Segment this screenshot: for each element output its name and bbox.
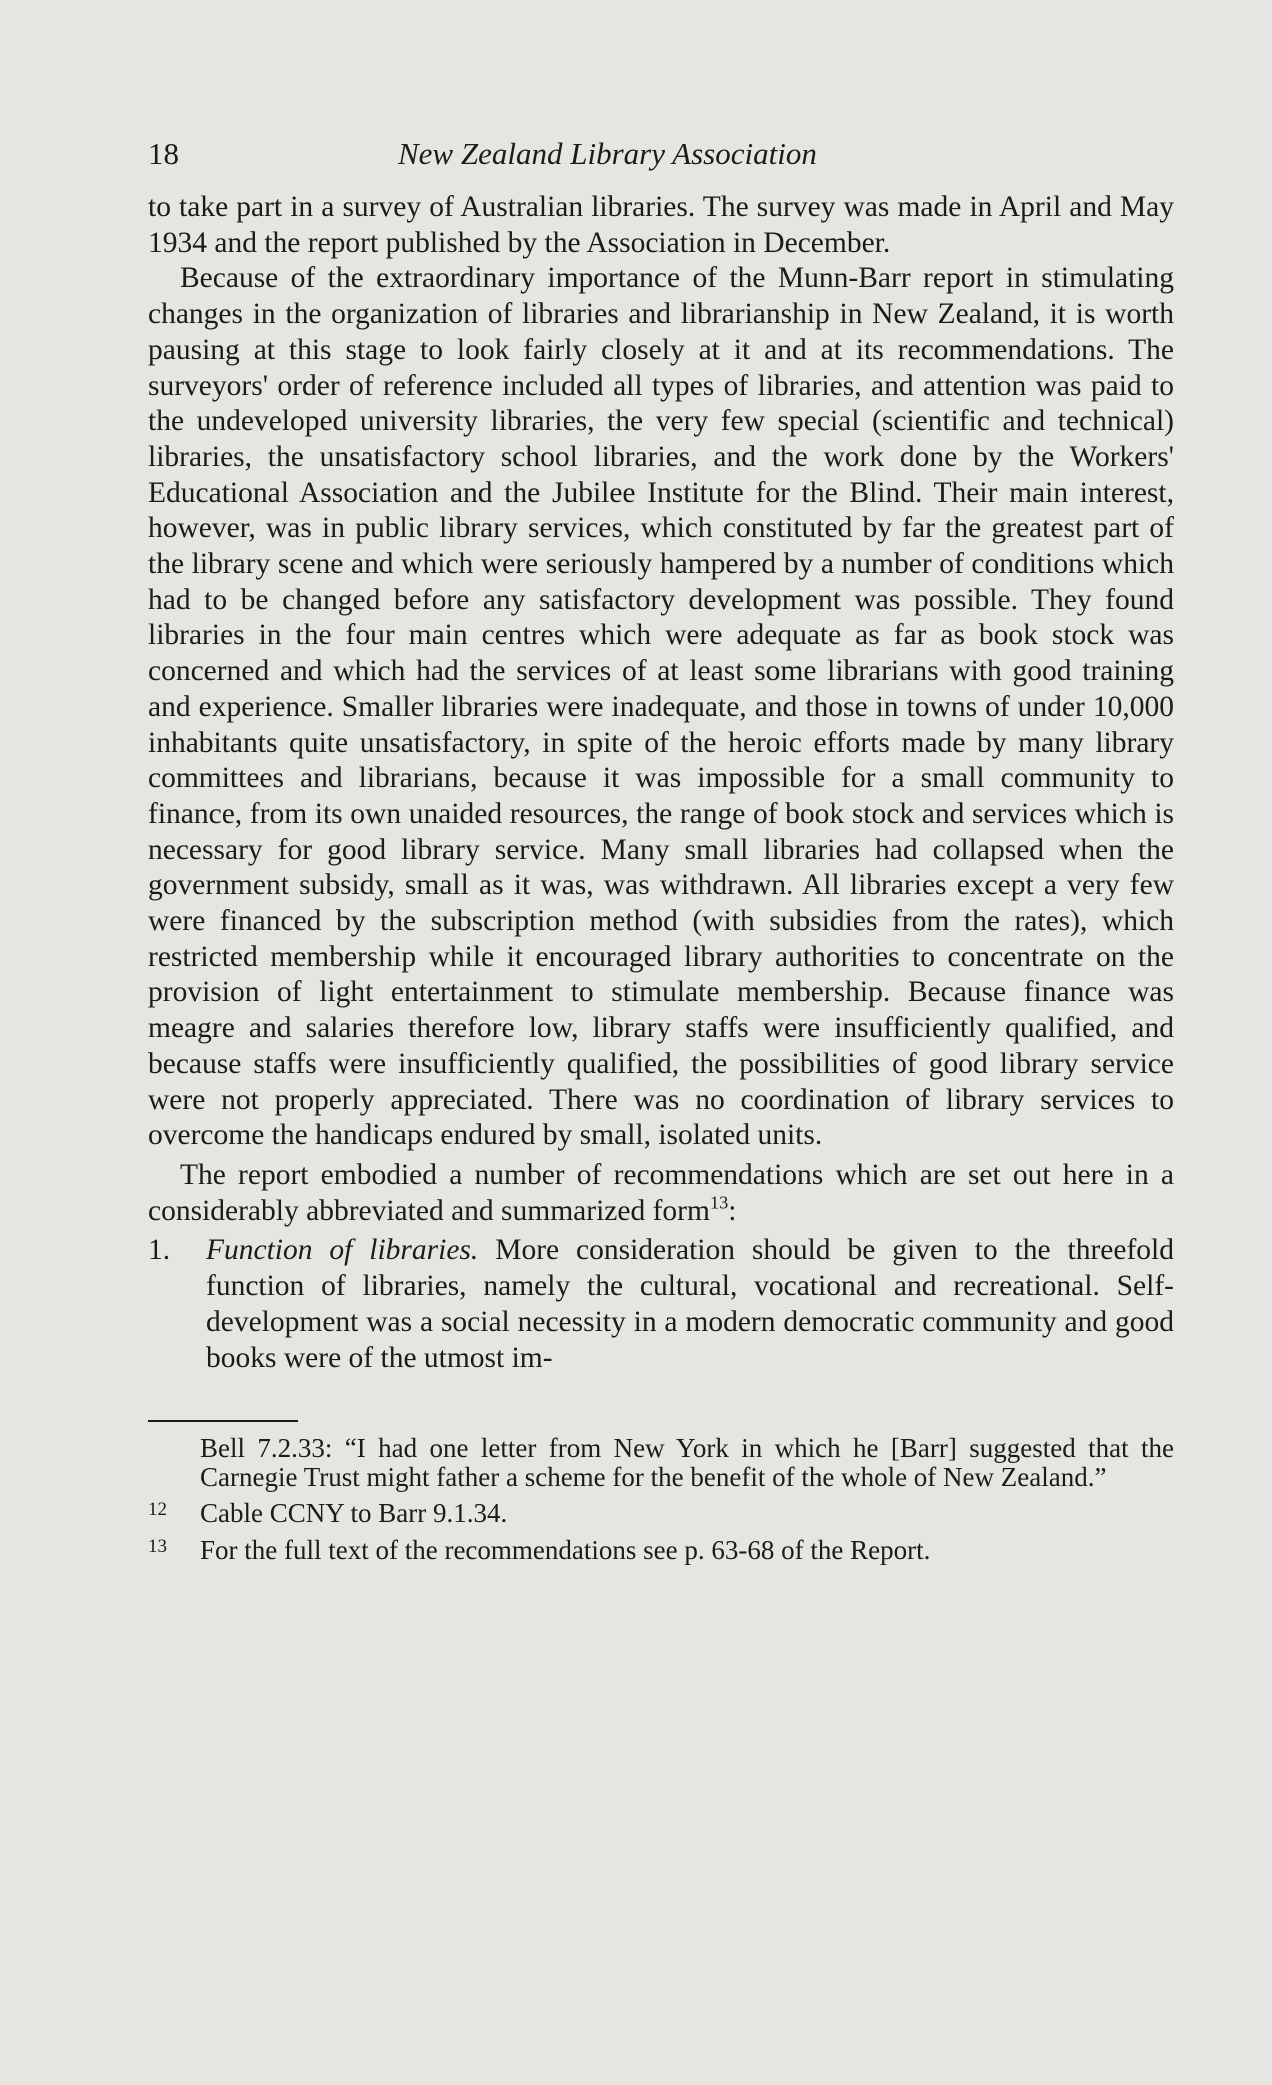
footnote-number: 13 [148, 1535, 167, 1557]
recommendation-number: 1. [148, 1234, 171, 1267]
paragraph-recommendations-intro [148, 1158, 1174, 1229]
page-number: 18 [148, 136, 179, 171]
recommendation-item [148, 1233, 1174, 1376]
body-text [148, 190, 1174, 1376]
footnote-rule [148, 1420, 298, 1422]
footnote-text: Cable CCNY to Barr 9.1.34. [200, 1498, 508, 1529]
footnote-13 [148, 1536, 1174, 1565]
recommendations-intro-end: : [728, 1194, 737, 1227]
footnotes [148, 1434, 1174, 1564]
running-head [148, 136, 1174, 176]
footnote-number: 12 [148, 1499, 167, 1521]
footnote-text: For the full text of the recommendations see p. 63-68 of the Report. [200, 1534, 931, 1565]
running-title: New Zealand Library Association [398, 136, 817, 171]
footnote-ref-13[interactable]: 13 [709, 1192, 729, 1213]
recommendations-intro-text: The report embodied a number of recommendations which are set out here in a considerably abbreviated and summarized form [148, 1158, 1174, 1227]
footnote-continuation: Bell 7.2.33: “I had one letter from New York in which he [Barr] suggested that the Carnegie Trust might father a scheme for the benefit of the whole of New Zealand.” [200, 1433, 1174, 1492]
recommendation-text-block [206, 1233, 1174, 1376]
page-content [148, 136, 1174, 1564]
paragraph-munn-barr-report: Because of the extraordinary importance of the Munn-Barr report in stimulating changes in the organization of libraries and librarianship in New Zealand, it is worth pausing at this stage to look fairly closely at it and at its recommendations. The surveyors' order of reference included all types of libraries, and attention was paid to the undeveloped university libraries, the very few special (scientific and technical) libraries, the unsatisfactory school libraries, and the work done by the Workers' Educational Association and the Jubilee Institute for the Blind. Their main interest, however, was in public library services, which constituted by far the greatest part of the library scene and which were seriously hampered by a number of conditions which had to be changed before any satisfactory development was possible. They found libraries in the four main centres which were adequate as far as book stock was concerned and which had the services of at least some librarians with good training and experience. Smaller libraries were inadequate, and those in towns of under 10,000 inhabitants quite unsatisfactory, in spite of the heroic efforts made by many library committees and librarians, because it was impossible for a small community to finance, from its own unaided resources, the range of book stock and services which is necessary for good library service. Many small libraries had collapsed when the government subsidy, small as it was, was withdrawn. All libraries except a very few were financed by the subscription method (with subsidies from the rates), which restricted membership while it encouraged library authorities to concentrate on the provision of light entertainment to stimulate membership. Because finance was meagre and salaries therefore low, library staffs were insufficiently qualified, and because staffs were insufficiently qualified, the possibilities of good library service were not properly appreciated. There was no coordination of library services to overcome the handicaps endured by small, isolated units. [148, 262, 1174, 1152]
footnote-12 [148, 1499, 1174, 1528]
recommendation-text: More consideration should be given to the threefold function of libraries, namely the cultural, vocational and recreational. Self-development was a social necessity in a modern democratic community and good books were of the utmost im- [206, 1234, 1175, 1374]
recommendation-heading: Function of libraries. [206, 1234, 479, 1267]
paragraph-continued: to take part in a survey of Australian libraries. The survey was made in April and May 1934 and the report published by the Association in December. [148, 191, 1174, 259]
